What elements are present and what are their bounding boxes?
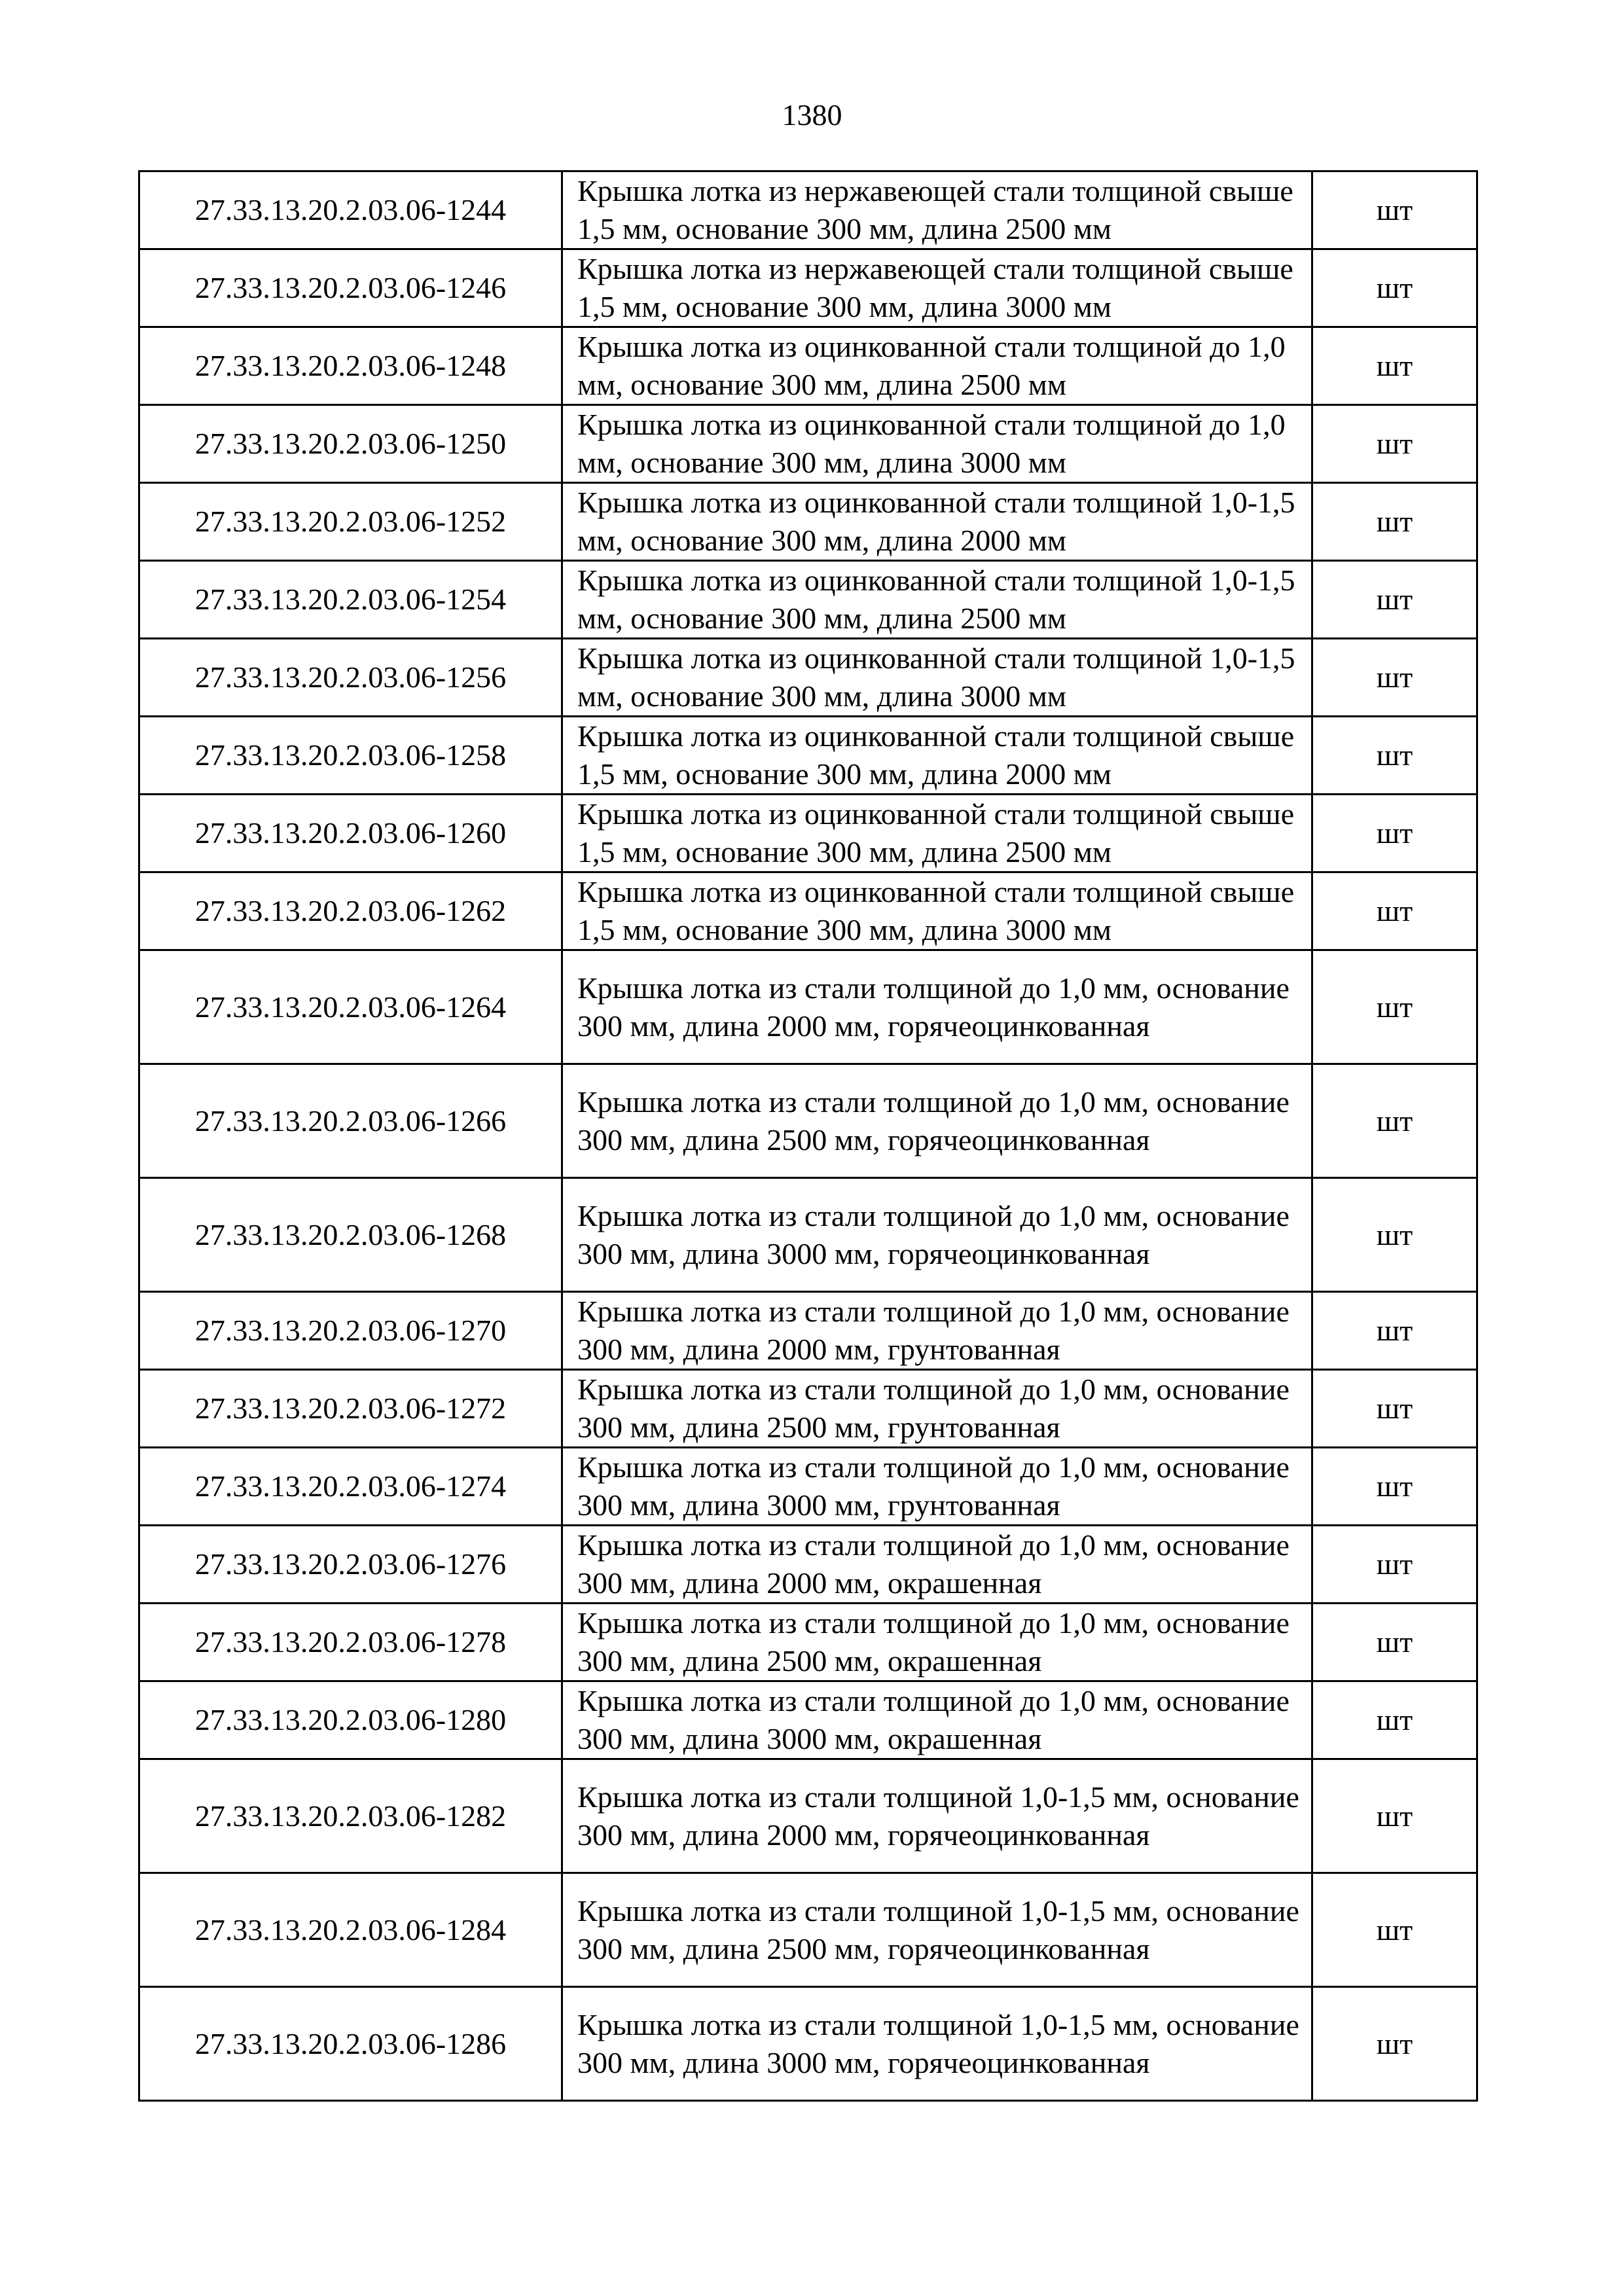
table-row <box>139 872 1477 950</box>
table-row <box>139 1448 1477 1526</box>
table-row <box>139 1178 1477 1292</box>
resource-description: Крышка лотка из нержавеющей стали толщиной свыше 1,5 мм, основание 300 мм, длина 2500 мм <box>562 171 1312 249</box>
resource-code: 27.33.13.20.2.03.06-1270 <box>139 1292 562 1370</box>
unit-of-measure: шт <box>1312 405 1477 483</box>
resource-description: Крышка лотка из оцинкованной стали толщиной свыше 1,5 мм, основание 300 мм, длина 2000 мм <box>562 717 1312 795</box>
resource-description: Крышка лотка из оцинкованной стали толщиной до 1,0 мм, основание 300 мм, длина 3000 мм <box>562 405 1312 483</box>
resource-description: Крышка лотка из стали толщиной до 1,0 мм, основание 300 мм, длина 2000 мм, окрашенная <box>562 1526 1312 1604</box>
unit-of-measure: шт <box>1312 1987 1477 2101</box>
unit-of-measure: шт <box>1312 1178 1477 1292</box>
unit-of-measure: шт <box>1312 483 1477 561</box>
table-row <box>139 1759 1477 1873</box>
resource-code: 27.33.13.20.2.03.06-1272 <box>139 1370 562 1448</box>
resource-description: Крышка лотка из стали толщиной 1,0-1,5 мм, основание 300 мм, длина 2500 мм, горячеоцинкованная <box>562 1873 1312 1987</box>
resource-code: 27.33.13.20.2.03.06-1250 <box>139 405 562 483</box>
table-row <box>139 1604 1477 1681</box>
resource-description: Крышка лотка из оцинкованной стали толщиной 1,0-1,5 мм, основание 300 мм, длина 2500 мм <box>562 561 1312 639</box>
table-row <box>139 1987 1477 2101</box>
table-row <box>139 483 1477 561</box>
unit-of-measure: шт <box>1312 872 1477 950</box>
resource-code: 27.33.13.20.2.03.06-1244 <box>139 171 562 249</box>
resource-code: 27.33.13.20.2.03.06-1274 <box>139 1448 562 1526</box>
table-row <box>139 327 1477 405</box>
unit-of-measure: шт <box>1312 1064 1477 1178</box>
unit-of-measure: шт <box>1312 327 1477 405</box>
unit-of-measure: шт <box>1312 639 1477 717</box>
table-row <box>139 1526 1477 1604</box>
unit-of-measure: шт <box>1312 171 1477 249</box>
resource-description: Крышка лотка из стали толщиной до 1,0 мм, основание 300 мм, длина 2000 мм, горячеоцинкованная <box>562 950 1312 1064</box>
resource-description: Крышка лотка из нержавеющей стали толщиной свыше 1,5 мм, основание 300 мм, длина 3000 мм <box>562 249 1312 327</box>
table-row <box>139 1064 1477 1178</box>
table-row <box>139 950 1477 1064</box>
table-row <box>139 1873 1477 1987</box>
unit-of-measure: шт <box>1312 1526 1477 1604</box>
table-row <box>139 171 1477 249</box>
unit-of-measure: шт <box>1312 795 1477 872</box>
table-row <box>139 1681 1477 1759</box>
unit-of-measure: шт <box>1312 1370 1477 1448</box>
table-row <box>139 1370 1477 1448</box>
resource-code: 27.33.13.20.2.03.06-1258 <box>139 717 562 795</box>
resource-description: Крышка лотка из стали толщиной до 1,0 мм, основание 300 мм, длина 3000 мм, окрашенная <box>562 1681 1312 1759</box>
resource-description: Крышка лотка из оцинкованной стали толщиной 1,0-1,5 мм, основание 300 мм, длина 2000 мм <box>562 483 1312 561</box>
resource-description: Крышка лотка из стали толщиной до 1,0 мм, основание 300 мм, длина 2500 мм, грунтованная <box>562 1370 1312 1448</box>
resource-code: 27.33.13.20.2.03.06-1246 <box>139 249 562 327</box>
table-row <box>139 249 1477 327</box>
unit-of-measure: шт <box>1312 950 1477 1064</box>
resource-description: Крышка лотка из стали толщиной до 1,0 мм, основание 300 мм, длина 3000 мм, горячеоцинкованная <box>562 1178 1312 1292</box>
unit-of-measure: шт <box>1312 1759 1477 1873</box>
resource-table <box>138 170 1478 2102</box>
unit-of-measure: шт <box>1312 561 1477 639</box>
resource-description: Крышка лотка из стали толщиной до 1,0 мм, основание 300 мм, длина 2000 мм, грунтованная <box>562 1292 1312 1370</box>
table-row <box>139 561 1477 639</box>
table-row <box>139 639 1477 717</box>
resource-code: 27.33.13.20.2.03.06-1248 <box>139 327 562 405</box>
resource-description: Крышка лотка из стали толщиной до 1,0 мм, основание 300 мм, длина 2500 мм, окрашенная <box>562 1604 1312 1681</box>
unit-of-measure: шт <box>1312 717 1477 795</box>
unit-of-measure: шт <box>1312 1604 1477 1681</box>
resource-code: 27.33.13.20.2.03.06-1266 <box>139 1064 562 1178</box>
resource-code: 27.33.13.20.2.03.06-1252 <box>139 483 562 561</box>
resource-code: 27.33.13.20.2.03.06-1256 <box>139 639 562 717</box>
resource-code: 27.33.13.20.2.03.06-1268 <box>139 1178 562 1292</box>
resource-code: 27.33.13.20.2.03.06-1260 <box>139 795 562 872</box>
resource-description: Крышка лотка из оцинкованной стали толщиной 1,0-1,5 мм, основание 300 мм, длина 3000 мм <box>562 639 1312 717</box>
resource-code: 27.33.13.20.2.03.06-1282 <box>139 1759 562 1873</box>
unit-of-measure: шт <box>1312 249 1477 327</box>
unit-of-measure: шт <box>1312 1681 1477 1759</box>
resource-code: 27.33.13.20.2.03.06-1276 <box>139 1526 562 1604</box>
resource-code: 27.33.13.20.2.03.06-1254 <box>139 561 562 639</box>
resource-code: 27.33.13.20.2.03.06-1280 <box>139 1681 562 1759</box>
resource-description: Крышка лотка из стали толщиной до 1,0 мм, основание 300 мм, длина 2500 мм, горячеоцинкованная <box>562 1064 1312 1178</box>
resource-description: Крышка лотка из оцинкованной стали толщиной свыше 1,5 мм, основание 300 мм, длина 3000 мм <box>562 872 1312 950</box>
resource-code: 27.33.13.20.2.03.06-1286 <box>139 1987 562 2101</box>
resource-code: 27.33.13.20.2.03.06-1262 <box>139 872 562 950</box>
resource-description: Крышка лотка из стали толщиной 1,0-1,5 мм, основание 300 мм, длина 2000 мм, горячеоцинкованная <box>562 1759 1312 1873</box>
resource-description: Крышка лотка из стали толщиной 1,0-1,5 мм, основание 300 мм, длина 3000 мм, горячеоцинкованная <box>562 1987 1312 2101</box>
table-row <box>139 795 1477 872</box>
unit-of-measure: шт <box>1312 1292 1477 1370</box>
resource-code: 27.33.13.20.2.03.06-1278 <box>139 1604 562 1681</box>
unit-of-measure: шт <box>1312 1448 1477 1526</box>
table-row <box>139 1292 1477 1370</box>
unit-of-measure: шт <box>1312 1873 1477 1987</box>
table-row <box>139 717 1477 795</box>
resource-description: Крышка лотка из оцинкованной стали толщиной до 1,0 мм, основание 300 мм, длина 2500 мм <box>562 327 1312 405</box>
table-row <box>139 405 1477 483</box>
resource-code: 27.33.13.20.2.03.06-1264 <box>139 950 562 1064</box>
resource-code: 27.33.13.20.2.03.06-1284 <box>139 1873 562 1987</box>
page-number: 1380 <box>782 98 842 132</box>
resource-description: Крышка лотка из оцинкованной стали толщиной свыше 1,5 мм, основание 300 мм, длина 2500 мм <box>562 795 1312 872</box>
resource-description: Крышка лотка из стали толщиной до 1,0 мм, основание 300 мм, длина 3000 мм, грунтованная <box>562 1448 1312 1526</box>
